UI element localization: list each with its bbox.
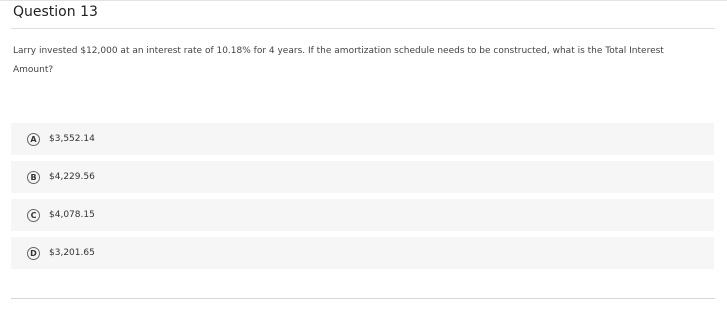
option-text-b: $4,229.56: [49, 172, 95, 182]
option-text-c: $4,078.15: [49, 210, 95, 220]
option-text-d: $3,201.65: [49, 248, 95, 258]
option-letter-a: A: [27, 133, 40, 146]
question-title: Question 13: [13, 4, 98, 20]
option-a[interactable]: [11, 123, 714, 155]
option-text-a: $3,552.14: [49, 134, 95, 144]
option-letter-c: C: [27, 209, 40, 222]
top-divider: [0, 0, 727, 1]
header-divider: [11, 28, 715, 29]
option-d[interactable]: [11, 237, 714, 269]
option-b[interactable]: [11, 161, 714, 193]
option-c[interactable]: [11, 199, 714, 231]
answer-options: [11, 123, 714, 275]
option-letter-d: D: [27, 247, 40, 260]
option-letter-b: B: [27, 171, 40, 184]
question-text: Larry invested $12,000 at an interest rate of 10.18% for 4 years. If the amortization schedule needs to be constructed, what is the Total Interest Amount?: [13, 46, 664, 75]
bottom-divider: [11, 298, 715, 299]
